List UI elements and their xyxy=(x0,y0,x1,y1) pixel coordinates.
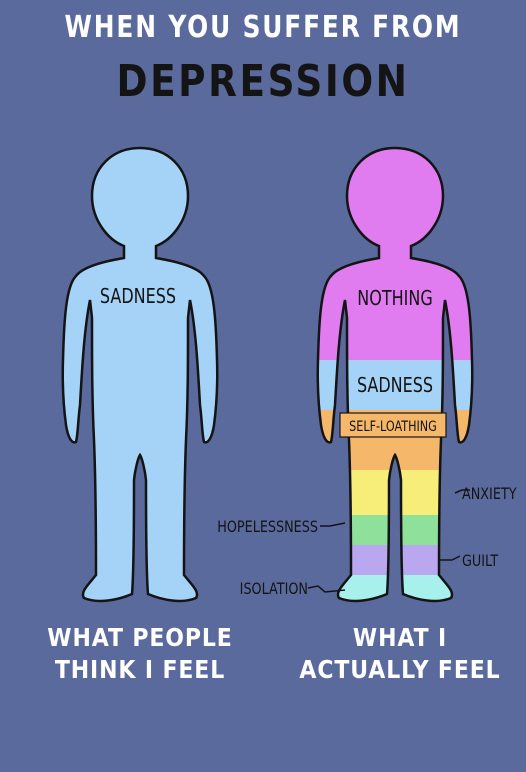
left-caption-line-1: WHAT PEOPLE xyxy=(47,623,233,652)
right-caption-line-1: WHAT I xyxy=(352,623,448,652)
label-guilt: GUILT xyxy=(462,552,499,571)
left-figure xyxy=(63,148,218,601)
label-self-loathing: SELF-LOATHING xyxy=(349,417,437,435)
title-line-1: WHEN YOU SUFFER FROM xyxy=(64,10,462,45)
label-nothing: NOTHING xyxy=(357,287,433,311)
band-isolation xyxy=(300,575,500,615)
left-caption xyxy=(34,622,245,686)
left-caption-line-2: THINK I FEEL xyxy=(54,655,226,684)
left-figure-body xyxy=(63,148,218,601)
right-caption xyxy=(286,622,515,686)
label-sadness: SADNESS xyxy=(356,374,434,398)
title-depression: DEPRESSION xyxy=(116,56,410,107)
right-figure xyxy=(217,140,516,615)
label-anxiety: ANXIETY xyxy=(462,485,517,504)
right-caption-line-2: ACTUALLY FEEL xyxy=(299,655,501,684)
label-hopelessness: HOPELESSNESS xyxy=(217,518,318,537)
label-isolation: ISOLATION xyxy=(239,580,308,599)
hopelessness-leader xyxy=(320,523,345,526)
left-figure-sadness-label: SADNESS xyxy=(99,285,177,309)
guilt-leader xyxy=(440,556,460,560)
